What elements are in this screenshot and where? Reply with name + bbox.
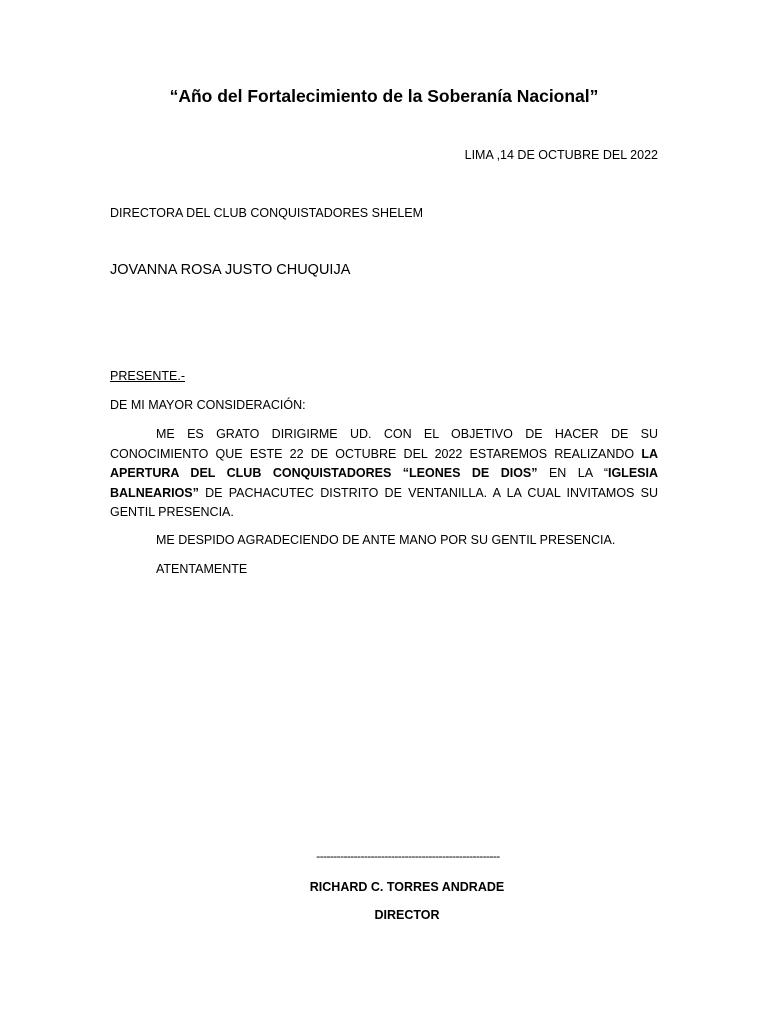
recipient-name: JOVANNA ROSA JUSTO CHUQUIJA xyxy=(110,262,351,278)
signer-role: DIRECTOR xyxy=(374,908,440,922)
greeting: DE MI MAYOR CONSIDERACIÓN: xyxy=(110,398,306,412)
body-church-name: IGLESIA BALNEARIOS” xyxy=(110,466,658,500)
farewell: ME DESPIDO AGRADECIENDO DE ANTE MANO POR SU GENTIL PRESENCIA. xyxy=(156,533,616,547)
year-title: “Año del Fortalecimiento de la Soberanía Nacional” xyxy=(169,86,599,106)
closing: ATENTAMENTE xyxy=(156,562,248,576)
body-text-part3: EN LA “ xyxy=(537,466,608,480)
letter-date: LIMA ,14 DE OCTUBRE DEL 2022 xyxy=(464,148,658,162)
recipient-title: DIRECTORA DEL CLUB CONQUISTADORES SHELEM xyxy=(110,206,424,220)
signer-name: RICHARD C. TORRES ANDRADE xyxy=(309,880,505,894)
body-paragraph xyxy=(110,425,658,523)
body-text-part1: ME ES GRATO DIRIGIRME UD. CON EL OBJETIVO DE HACER DE SU CONOCIMIENTO QUE ESTE 22 DE OCTUBRE DEL 2022 ESTAREMOS REALIZANDO xyxy=(110,427,658,461)
signature-line: ------------------------------------------------------ xyxy=(316,849,500,863)
presente-label: PRESENTE.- xyxy=(110,369,186,383)
body-text-part5: DE PACHACUTEC DISTRITO DE VENTANILLA. A LA CUAL INVITAMOS SU GENTIL PRESENCIA. xyxy=(110,485,658,519)
body-event-name: LA APERTURA DEL CLUB CONQUISTADORES “LEONES DE DIOS” xyxy=(110,446,658,480)
